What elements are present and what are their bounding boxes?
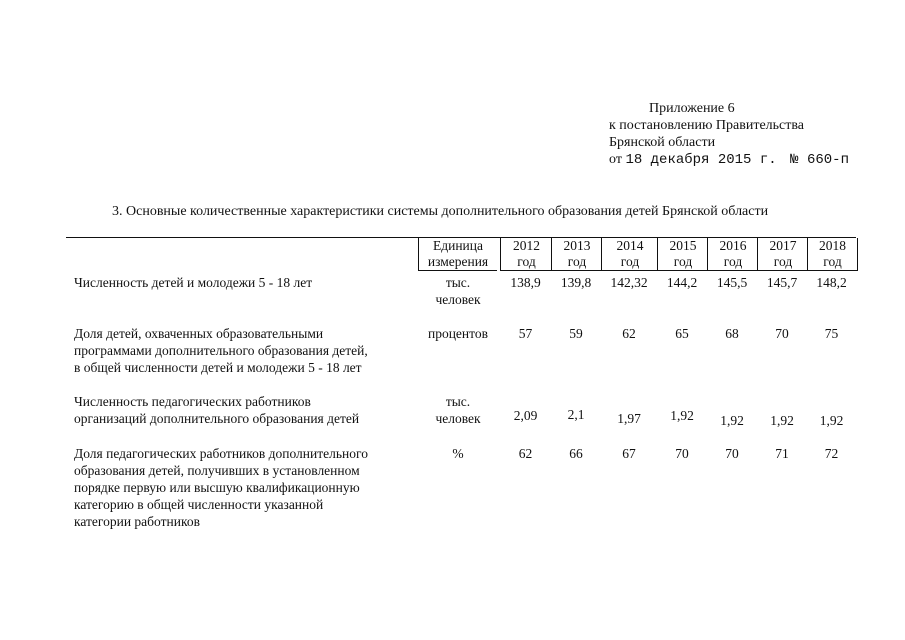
header-year-label: 2015 [669,238,697,253]
header-year-sub: год [773,254,793,269]
row-value: 67 [622,446,636,461]
header-year-sub: год [567,254,587,269]
row-name-line: в общей численности детей и молодежи 5 - 18 лет [74,360,362,375]
row-value: 1,92 [770,413,794,428]
row-value: 72 [824,446,839,461]
header-year [551,238,602,271]
row-unit-line: тыс. [445,394,471,409]
row-value: 71 [775,446,789,461]
date-prefix: от [609,152,622,167]
decree-number: № 660-п [790,152,849,168]
row-name-line: Численность педагогических работников [74,394,311,409]
header-year-label: 2018 [819,238,846,253]
header-year [807,238,858,271]
row-value: 62 [518,446,533,461]
row-value: 1,97 [617,411,641,426]
row-unit-line: человек [435,292,481,307]
header-year-label: 2014 [616,238,644,253]
row-unit [418,393,498,427]
row-value: 144,2 [666,275,698,290]
row-name-line: образования детей, получивших в установленном [74,463,360,478]
header-unit-line: измерения [427,254,489,269]
header-year-sub: год [723,254,743,269]
header-year-label: 2016 [719,238,747,253]
row-name-line: Доля педагогических работников дополнительного [74,446,368,461]
row-value: 2,09 [513,408,538,423]
row-name [74,274,414,291]
header-year [657,238,708,271]
decree-date: 18 декабря 2015 г. [625,152,777,168]
header-unit [418,238,497,271]
row-name-line: категории работников [74,514,200,529]
row-name-line: Доля детей, охваченных образовательными [74,326,324,341]
row-unit-line: процентов [427,326,488,341]
header-year-sub: год [620,254,640,269]
appendix-date-line [609,151,849,169]
row-value: 1,92 [670,408,694,423]
row-unit-line: тыс. [445,275,471,290]
section-title: 3. Основные количественные характеристики системы дополнительного образования детей Брянской области [112,204,769,219]
row-value: 1,92 [720,413,744,428]
row-name-line: порядке первую или высшую квалификационную [74,480,360,495]
header-year-label: 2012 [513,238,540,253]
header-year-sub: год [673,254,693,269]
row-unit [418,325,498,342]
header-unit-line: Единица [432,238,483,253]
header-year-label: 2017 [769,238,797,253]
row-unit-line: % [452,446,464,461]
row-name [74,325,414,376]
row-value: 2,1 [567,407,585,422]
row-value: 145,5 [716,275,748,290]
header-year-sub: год [517,254,536,269]
row-name-line: категорию в общей численности указанной [74,497,324,512]
row-value: 65 [675,326,689,341]
row-value: 75 [824,326,839,341]
appendix-decree-ref: к постановлению Правительства [609,118,805,133]
row-value: 139,8 [560,275,592,290]
row-unit-line: человек [435,411,481,426]
row-value: 142,32 [610,275,648,290]
row-value: 148,2 [816,275,847,290]
row-name-line: организаций дополнительного образования детей [74,411,360,426]
row-value: 138,9 [510,275,541,290]
row-value: 70 [675,446,689,461]
appendix-title: Приложение 6 [649,101,735,116]
row-value: 145,7 [766,275,798,290]
row-value: 1,92 [819,413,844,428]
row-value: 59 [569,326,583,341]
row-value: 62 [622,326,636,341]
row-unit [418,274,498,308]
header-year-label: 2013 [563,238,591,253]
row-value: 70 [775,326,789,341]
appendix-region: Брянской области [609,135,716,150]
row-value: 66 [569,446,583,461]
appendix-block [609,100,849,169]
header-year [601,238,658,271]
row-value: 68 [725,326,739,341]
row-unit [418,445,498,462]
header-year [500,238,552,271]
header-year [707,238,758,271]
header-year-sub: год [823,254,842,269]
row-name-line: Численность детей и молодежи 5 - 18 лет [74,275,313,290]
header-year [757,238,808,271]
row-name-line: программами дополнительного образования детей, [74,343,368,358]
row-name [74,445,414,530]
row-value: 70 [725,446,739,461]
row-value: 57 [518,326,533,341]
row-name [74,393,414,427]
